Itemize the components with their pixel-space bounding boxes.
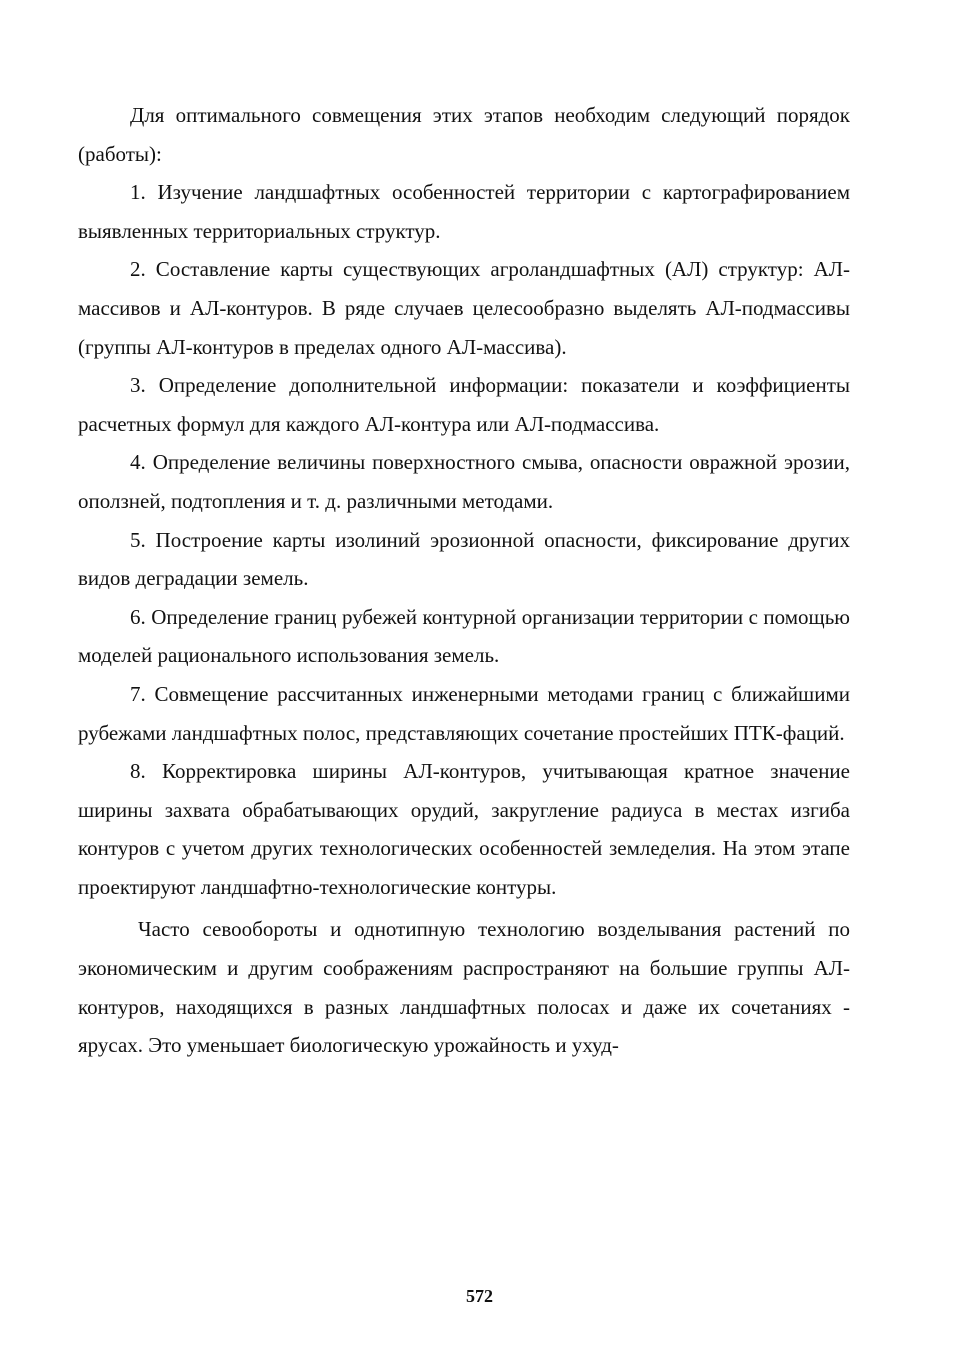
step-7: 7. Совмещение рассчитанных инженерными методами границ с ближайшими рубежами ландшафтных полос, представляющих сочетание простейших ПТК-фаций. — [78, 681, 850, 745]
page-number: 572 — [466, 1286, 493, 1306]
step-5: 5. Построение карты изолиний эрозионной опасности, фиксирование других видов деградации земель. — [78, 527, 850, 591]
step-1: 1. Изучение ландшафтных особенностей территории с картографированием выявленных территориальных структур. — [78, 180, 850, 243]
body-text — [78, 96, 850, 1065]
intro-paragraph: Для оптимального совмещения этих этапов необходим следующий порядок (работы): — [78, 103, 850, 166]
step-2: 2. Составление карты существующих агроландшафтных (АЛ) структур: АЛ-массивов и АЛ-контуров. В ряде случаев целесообразно выделять АЛ-подмассивы (группы АЛ-контуров в пределах одного АЛ-массива). — [78, 257, 850, 359]
step-4: 4. Определение величины поверхностного смыва, опасности овражной эрозии, оползней, подтопления и т. д. различными методами. — [78, 450, 850, 513]
closing-paragraph: Часто севообороты и однотипную технологию возделывания растений по экономическим и другим соображениям распространяют на большие группы АЛ-контуров, находящихся в разных ландшафтных полосах и даже их сочетаниях - ярусах. Это уменьшает биологическую урожайность и ухуд- — [78, 917, 850, 1058]
step-3: 3. Определение дополнительной информации: показатели и коэффициенты расчетных формул для каждого АЛ-контура или АЛ-подмассива. — [78, 373, 850, 436]
step-6: 6. Определение границ рубежей контурной организации территории с помощью моделей рационального использования земель. — [78, 604, 850, 668]
step-8: 8. Корректировка ширины АЛ-контуров, учитывающая кратное значение ширины захвата обрабатывающих орудий, закругление радиуса в местах изгиба контуров с учетом других технологических особенностей земледелия. На этом этапе проектируют ландшафтно-технологические контуры. — [78, 759, 850, 899]
